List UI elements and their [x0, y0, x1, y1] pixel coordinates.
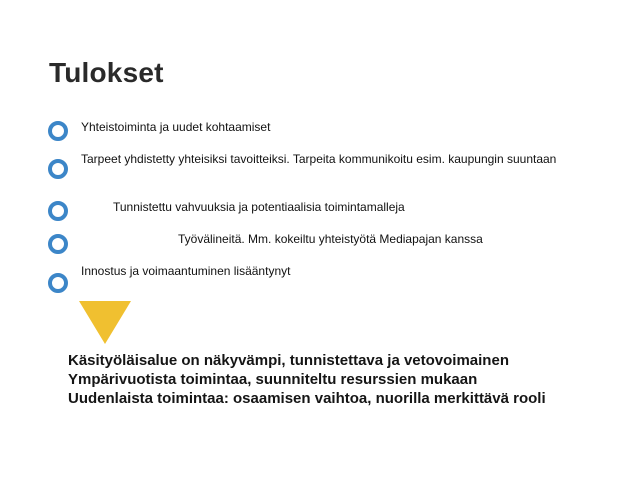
summary-line-2: Ympärivuotista toimintaa, suunniteltu resurssien mukaan: [68, 371, 478, 388]
ring-bullet-icon: [48, 159, 68, 179]
summary-block: [68, 351, 546, 408]
bullet-text-2: Tarpeet yhdistetty yhteisiksi tavoitteiksi. Tarpeita kommunikoitu esim. kaupungin suuntaan: [81, 152, 557, 166]
bullet-text-3: Tunnistettu vahvuuksia ja potentiaalisia toimintamalleja: [113, 200, 405, 214]
ring-bullet-icon: [48, 201, 68, 221]
ring-bullet-icon: [48, 121, 68, 141]
slide-title: Tulokset: [49, 57, 164, 88]
summary-line-3: Uudenlaista toimintaa: osaamisen vaihtoa, nuorilla merkittävä rooli: [68, 390, 546, 407]
ring-bullet-icon: [48, 234, 68, 254]
bullet-text-4: Työvälineitä. Mm. kokeiltu yhteistyötä Mediapajan kanssa: [178, 232, 483, 246]
bullet-text-5: Innostus ja voimaantuminen lisääntynyt: [81, 264, 291, 278]
ring-bullet-icon: [48, 273, 68, 293]
down-triangle-icon: [79, 301, 131, 344]
summary-line-1: Käsityöläisalue on näkyvämpi, tunnistettava ja vetovoimainen: [68, 352, 509, 369]
bullet-text-1: Yhteistoiminta ja uudet kohtaamiset: [81, 120, 271, 134]
